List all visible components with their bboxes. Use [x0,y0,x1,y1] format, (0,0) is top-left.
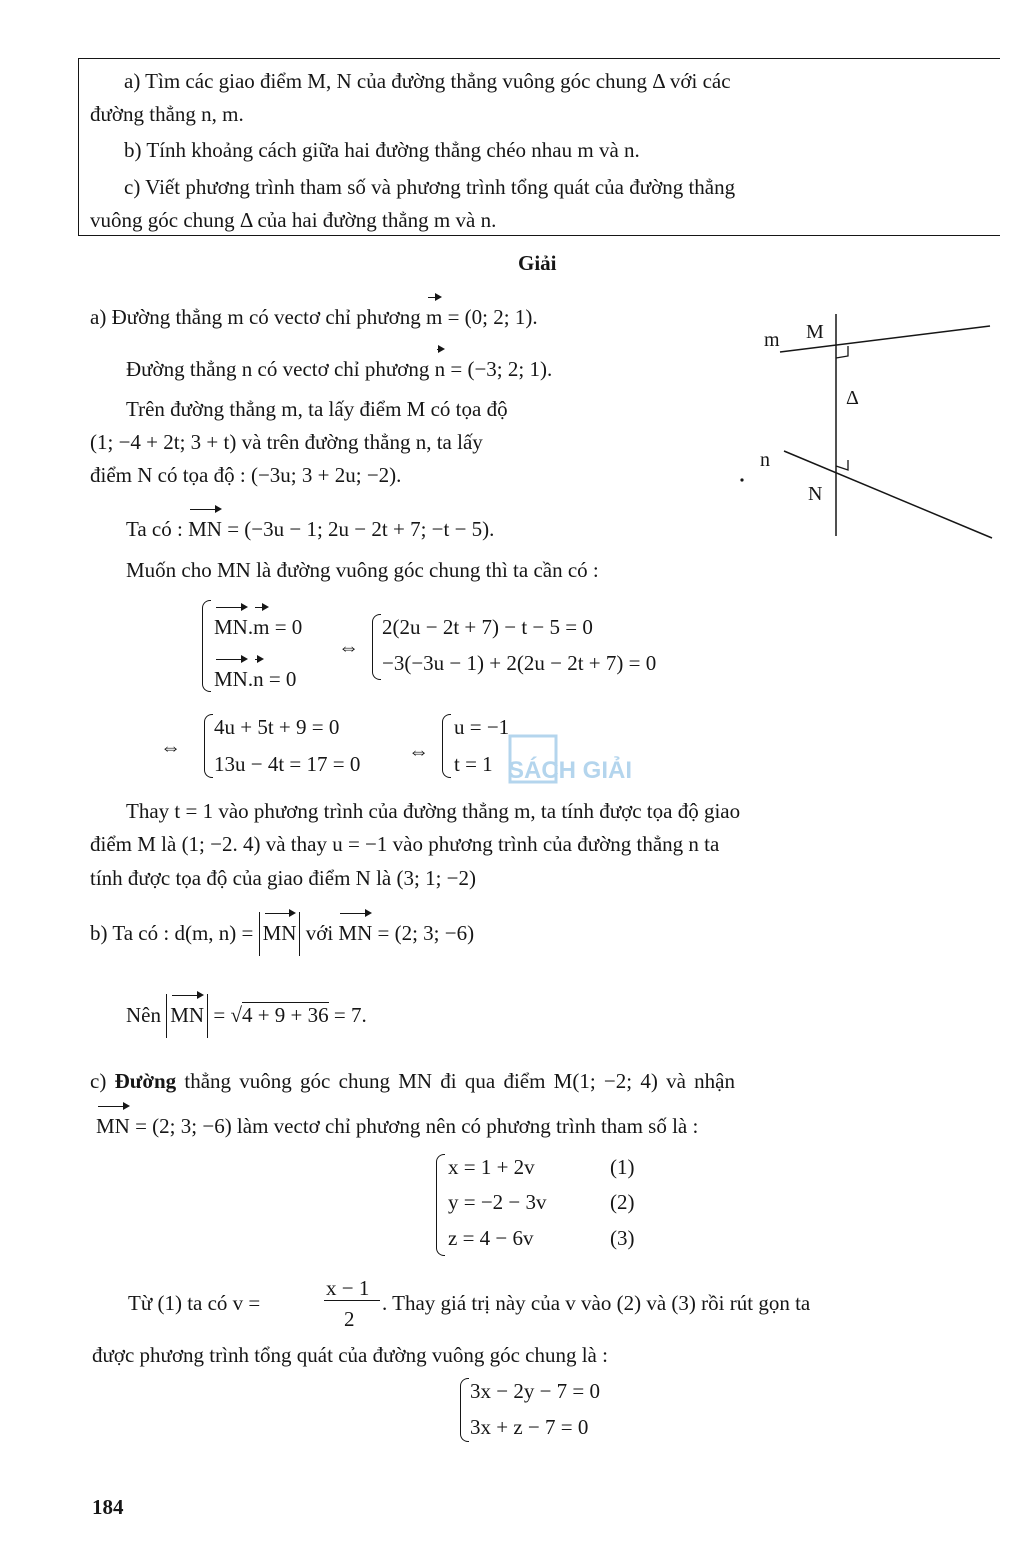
right-angle-mark-N [836,460,848,470]
watermark-text: SÁCH GIẢI [508,757,633,784]
vector-n: n [253,667,264,691]
sqrt-body: 4 + 9 + 36 [241,1003,329,1027]
param-eq-x-number: (1) [610,1155,635,1179]
part-a-line7: Muốn cho MN là đường vuông góc chung thì ta cần có : [126,558,599,582]
param-eq-y: y = −2 − 3v [448,1190,547,1214]
text: Đường thẳng n có vectơ chỉ phương [126,357,435,381]
vector-MN: MN [188,517,222,541]
fraction-denominator: 2 [344,1307,355,1331]
text: = (−3; 2; 1). [445,357,553,381]
general-eq2: 3x + z − 7 = 0 [470,1415,589,1439]
system1-right-eq2: −3(−3u − 1) + 2(2u − 2t + 7) = 0 [382,651,657,675]
vector-m: m [426,305,443,329]
label-n: n [760,449,770,471]
abs-MN [166,994,208,1038]
param-eq-y-number: (2) [610,1190,635,1214]
param-eq-z: z = 4 − 6v [448,1226,534,1250]
problem-c-line2: vuông góc chung Δ của hai đường thẳng m và n. [90,208,497,232]
part-c-line3-pre: Từ (1) ta có v = [128,1291,261,1315]
fraction-numerator: x − 1 [326,1276,370,1300]
text: = (2; 3; −6) làm vectơ chỉ phương nên có phương trình tham số là : [129,1114,699,1138]
part-c-line1 [90,1068,735,1094]
text: = (2; 3; −6) [372,921,475,945]
perpendicular-figure [740,300,1000,550]
text: a) Đường thẳng m có vectơ chỉ phương [90,305,426,329]
system1-right-eq1: 2(2u − 2t + 7) − t − 5 = 0 [382,615,593,639]
text: = 7. [328,1003,367,1027]
part-a-line3: Trên đường thẳng m, ta lấy điểm M có tọa độ [126,397,508,421]
vector-MN: MN [96,1114,130,1138]
label-M: M [806,321,824,343]
dot-mark [740,478,743,481]
system2-right-eq2: t = 1 [454,752,493,776]
text: Nên [126,1003,167,1027]
label-m: m [764,329,780,351]
dot: . [247,667,254,691]
system1-left-eq1 [214,614,302,640]
problem-b-line: b) Tính khoảng cách giữa hai đường thẳng chéo nhau m và n. [124,138,640,162]
solution-title: Giải [518,251,557,275]
part-b-line1 [90,920,474,946]
vector-MN: MN [338,921,373,945]
right-angle-mark-M [836,346,848,358]
vector-n: n [434,357,446,381]
text: = 0 [269,615,303,639]
param-brace [436,1154,445,1256]
part-a-conc2: điểm M là (1; −2. 4) và thay u = −1 vào phương trình của đường thẳng n ta [90,832,720,856]
part-b-line2 [126,1002,367,1028]
label-delta: Δ [846,387,859,409]
text: c) [90,1069,115,1093]
text: = 0 [263,667,297,691]
part-a-line1 [90,304,538,330]
vector-MN: MN [170,1003,205,1027]
part-c-line4: được phương trình tổng quát của đường vuông góc chung là : [92,1343,608,1367]
sqrt-symbol: √ [230,1003,242,1027]
system1-left-eq2 [214,666,296,692]
general-brace [460,1378,469,1442]
system2-right-brace [442,714,451,778]
part-c-line3-post: . Thay giá trị này của v vào (2) và (3) rồi rút gọn ta [382,1291,811,1315]
system2-right-eq1: u = −1 [454,715,510,739]
text: thẳng vuông góc chung MN đi qua điểm M(1; −2; 4) và nhận [176,1069,735,1093]
vector-MN: MN [262,921,297,945]
system2-left-eq1: 4u + 5t + 9 = 0 [214,715,340,739]
text: b) Ta có : d(m, n) = [90,921,259,945]
fraction-bar [324,1300,380,1301]
text: = (−3u − 1; 2u − 2t + 7; −t − 5). [221,517,495,541]
problem-a-line2: đường thẳng n, m. [90,102,244,126]
watermark-graphic [508,734,633,804]
part-a-conc1: Thay t = 1 vào phương trình của đường thẳng m, ta tính được tọa độ giao [126,799,741,823]
part-a-line2 [126,356,552,382]
param-eq-x: x = 1 + 2v [448,1155,535,1179]
vector-MN: MN [214,667,248,691]
watermark-logo [508,734,633,804]
param-eq-z-number: (3) [610,1226,635,1250]
vector-MN: MN [214,615,248,639]
part-a-conc3: tính được tọa độ của giao điểm N là (3; 1; −2) [90,866,476,890]
problem-c-line1: c) Viết phương trình tham số và phương trình tổng quát của đường thẳng [124,175,736,199]
text: = (0; 2; 1). [442,305,538,329]
equiv-symbol: ⇔ [408,739,429,763]
page-number: 184 [92,1495,124,1519]
text: Ta có : [126,517,189,541]
system2-left-eq2: 13u − 4t = 17 = 0 [214,752,361,776]
abs-MN [259,912,301,956]
system1-right-brace [372,614,381,680]
part-a-line5: điểm N có tọa độ : (−3u; 3 + 2u; −2). [90,463,402,487]
system2-left-brace [204,714,213,778]
dot: . [247,615,254,639]
general-eq1: 3x − 2y − 7 = 0 [470,1379,601,1403]
part-a-line4: (1; −4 + 2t; 3 + t) và trên đường thẳng n, ta lấy [90,430,483,454]
text: = [208,1003,231,1027]
part-a-line6 [126,516,494,542]
vector-m: m [253,615,270,639]
equiv-symbol: ⇔ [338,635,359,659]
text: với [300,921,339,945]
text-bold: Đường [114,1069,177,1093]
label-N: N [808,483,823,505]
part-c-line2 [96,1113,698,1139]
equiv-symbol: ⇔ [160,735,181,759]
system1-left-brace [202,600,211,692]
problem-a-line1: a) Tìm các giao điểm M, N của đường thẳng vuông góc chung Δ với các [124,69,731,93]
